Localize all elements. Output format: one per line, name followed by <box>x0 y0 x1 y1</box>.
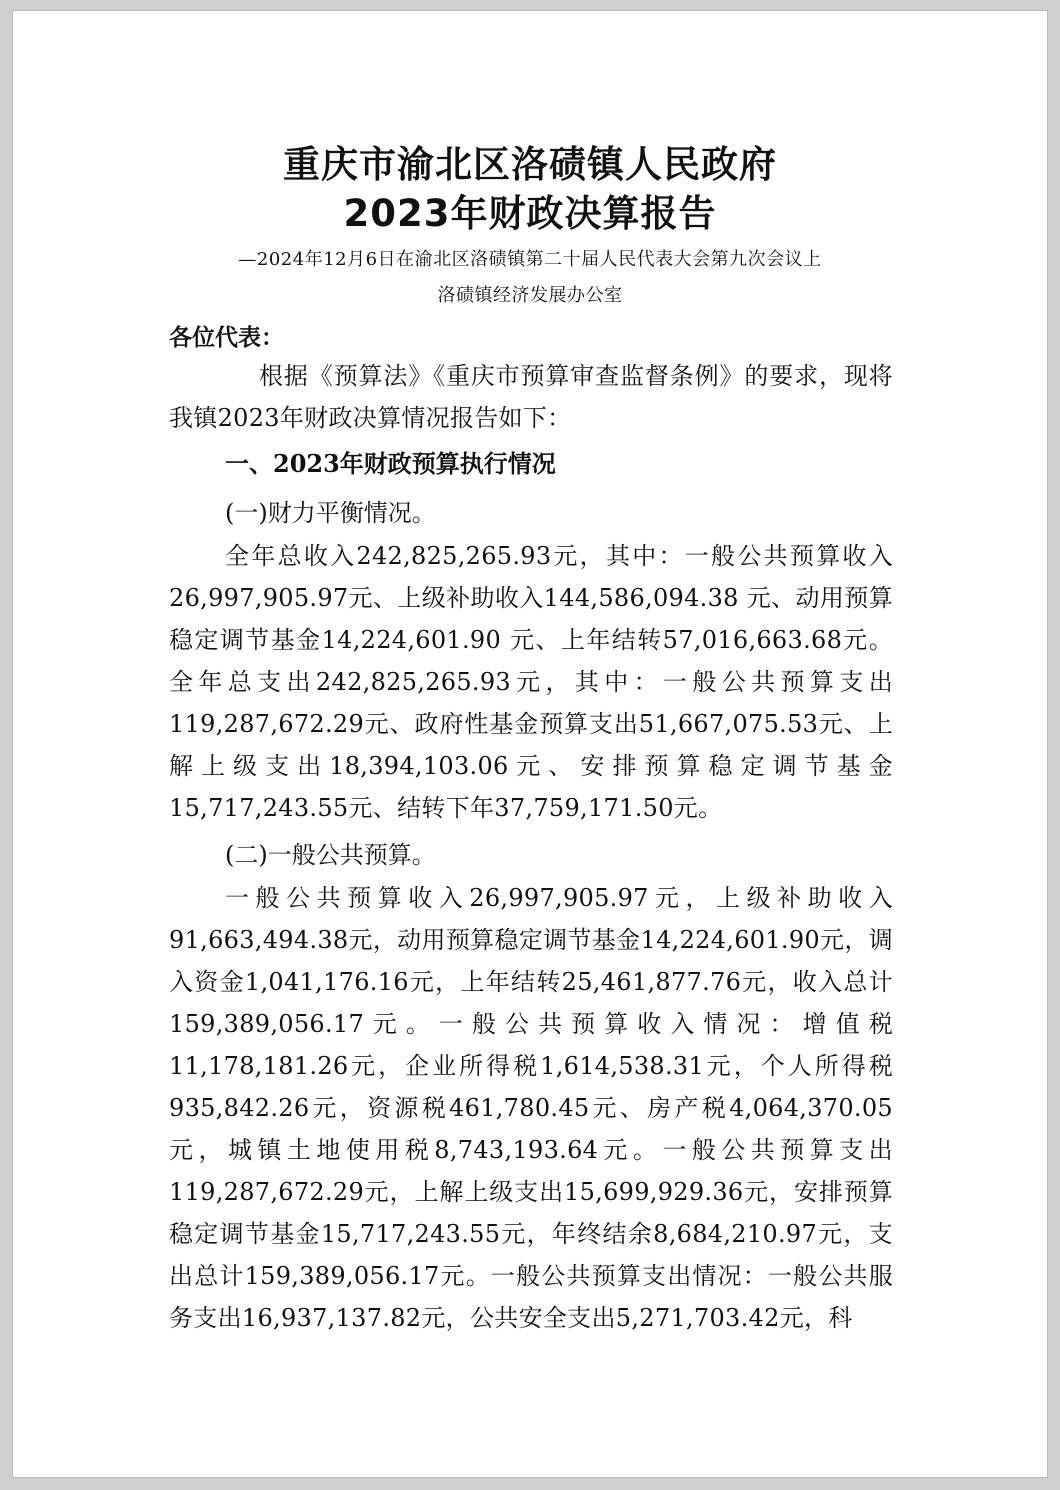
document-title-line1: 重庆市渝北区洛碛镇人民政府 <box>283 143 777 186</box>
document-subtitle: —2024年12月6日在渝北区洛碛镇第二十届人民代表大会第九次会议上 <box>238 249 822 270</box>
section-heading: 一、2023年财政预算执行情况 <box>225 449 556 478</box>
subsection-heading-1: (一)财力平衡情况。 <box>225 499 436 527</box>
subsection-body-2: 一般公共预算收入26,997,905.97元，上级补助收入91,663,494.38元，动用预算稳定调节基金14,224,601.90元，调入资金1,041,176.16元，上年结转25,461,877.76元，收入总计159,389,056.17元。一般公共预算收入情况：增值税11,178,181.26元，企业所得税1,614,538.31元，个人所得税935,842.26元，资源税461,780.45元、房产税4,064,370.05元，城镇土地使用税8,743,193.64元。一般公共预算支出119,287,672.29元，上解上级支出15,699,929.36元，安排预算稳定调节基金15,717,243.55元，年终结余8,684,210.97元，支出总计159,389,056.17元。一般公共预算支出情况：一般公共服务支出16,937,137.82元，公共安全支出5,271,703.42元，科 <box>169 884 893 1332</box>
salutation: 各位代表： <box>169 325 284 351</box>
document-page <box>12 10 1048 1478</box>
document-issuer: 洛碛镇经济发展办公室 <box>437 285 623 306</box>
intro-paragraph: 根据《预算法》《重庆市预算审查监督条例》的要求，现将我镇2023年财政决算情况报告如下： <box>169 362 893 432</box>
subsection-body-1: 全年总收入242,825,265.93元，其中：一般公共预算收入26,997,905.97元、上级补助收入144,586,094.38 元、动用预算稳定调节基金14,224,601.90 元、上年结转57,016,663.68元。全年总支出242,825,265.93元，其中：一般公共预算支出119,287,672.29元、政府性基金预算支出51,667,075.53元、上解上级支出18,394,103.06元、安排预算稳定调节基金15,717,243.55元、结转下年37,759,171.50元。 <box>169 542 893 822</box>
subsection-heading-2: (二)一般公共预算。 <box>225 841 436 869</box>
document-title-line2: 2023年财政决算报告 <box>343 192 717 235</box>
